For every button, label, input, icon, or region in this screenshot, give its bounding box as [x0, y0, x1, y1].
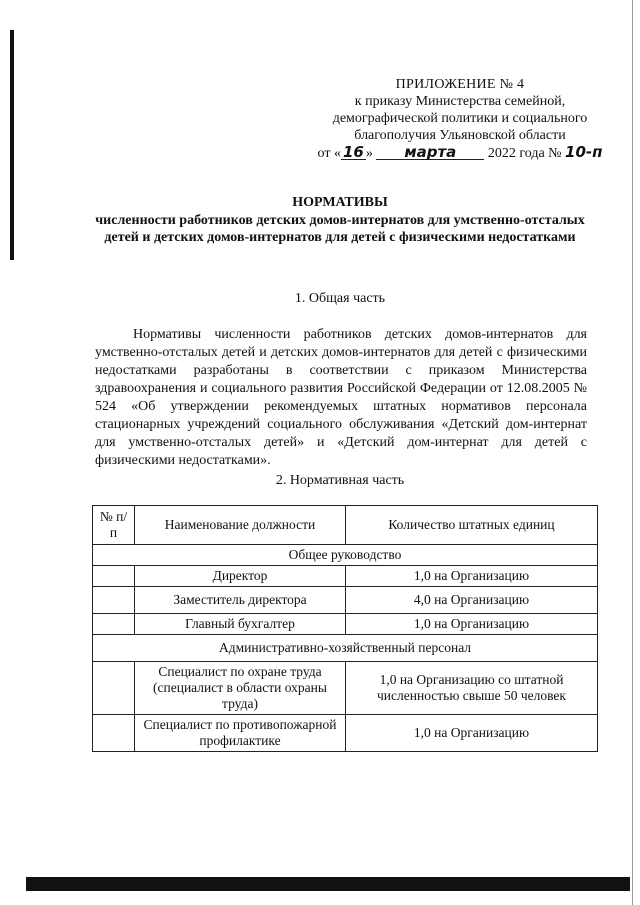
order-date-prefix: от «	[317, 146, 341, 161]
appendix-header	[300, 76, 620, 162]
row-num	[93, 614, 135, 635]
scan-edge-mark-left	[10, 30, 14, 260]
header-position: Наименование должности	[135, 506, 346, 545]
order-month-handwritten: марта	[376, 145, 484, 160]
scan-edge-mark-bottom	[26, 877, 630, 891]
row-num	[93, 587, 135, 614]
order-day-handwritten: 16	[342, 143, 364, 161]
row-position: Главный бухгалтер	[135, 614, 346, 635]
header-num: № п/п	[93, 506, 135, 545]
row-position: Специалист по охране труда (специалист в области охраны труда)	[135, 662, 346, 715]
order-day-close: »	[365, 146, 373, 161]
section-1-heading: 1. Общая часть	[294, 291, 386, 306]
group-row	[93, 545, 598, 566]
order-date-line	[300, 144, 620, 162]
row-quantity: 1,0 на Организацию со штатной численностью свыше 50 человек	[346, 662, 598, 715]
document-title: НОРМАТИВЫ	[292, 195, 388, 210]
table-row	[93, 614, 598, 635]
row-quantity: 1,0 на Организацию	[346, 566, 598, 587]
row-num	[93, 566, 135, 587]
row-quantity: 1,0 на Организацию	[346, 715, 598, 752]
row-position: Директор	[135, 566, 346, 587]
header-line-3: благополучия Ульяновской области	[354, 128, 566, 143]
row-position: Специалист по противопожарной профилактике	[135, 715, 346, 752]
group-title: Общее руководство	[93, 545, 598, 566]
order-number-handwritten: 10-п	[565, 143, 603, 161]
table-row	[93, 715, 598, 752]
row-quantity: 1,0 на Организацию	[346, 614, 598, 635]
group-title: Административно-хозяйственный персонал	[93, 635, 598, 662]
scan-edge-line-right	[632, 0, 633, 905]
row-position: Заместитель директора	[135, 587, 346, 614]
table-row	[93, 662, 598, 715]
row-num	[93, 662, 135, 715]
group-row	[93, 635, 598, 662]
table-row	[93, 587, 598, 614]
header-line-2: демографической политики и социального	[332, 111, 588, 126]
table-header-row	[93, 506, 598, 545]
document-subtitle: численности работников детских домов-интернатов для умственно-отсталых детей и детских домов-интернатов для детей с физическими недостатками	[95, 213, 585, 245]
section-1-paragraph: Нормативы численности работников детских домов-интернатов для умственно-отсталых детей и детских домов-интернатов для детей с физическими недостатками разработаны в соответствии с приказом Министерства здравоохранения и социального развития Российской Федерации от 12.08.2005 № 524 «Об утверждении рекомендуемых штатных нормативов персонала стационарных учреждений социального обслуживания «Детский дом-интернат для умственно-отсталых детей» и «Детский дом-интернат для детей с физическими недостатками».	[95, 327, 587, 468]
table-row	[93, 566, 598, 587]
appendix-number: ПРИЛОЖЕНИЕ № 4	[395, 77, 525, 92]
header-line-1: к приказу Министерства семейной,	[354, 94, 566, 109]
row-num	[93, 715, 135, 752]
section-2-heading: 2. Нормативная часть	[275, 473, 405, 488]
order-year-text: 2022 года №	[487, 146, 562, 161]
norms-table	[92, 505, 598, 752]
header-quantity: Количество штатных единиц	[346, 506, 598, 545]
row-quantity: 4,0 на Организацию	[346, 587, 598, 614]
